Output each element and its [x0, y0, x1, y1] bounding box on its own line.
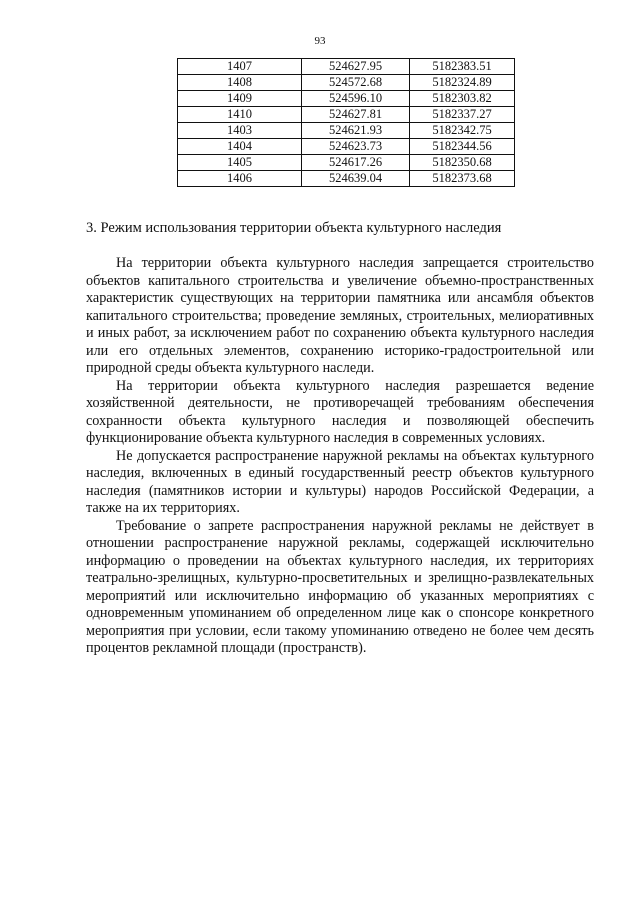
paragraph-prohibitions: На территории объекта культурного наследия запрещается строительство объектов капитального строительства и увеличение объемно-пространственных характеристик существующих на территории памятника или ансамбля объектов капитального строительства; проведение земляных, строительных, мелиоративных и иных работ, за исключением работ по сохранению объекта культурного наследия или его отдельных элементов, сохранению историко-градостроительной или природной среды объекта культурного наследи. [86, 255, 594, 376]
point-number-cell: 1404 [178, 139, 302, 155]
paragraph-advertising-ban: Не допускается распространение наружной рекламы на объектах культурного наследия, включенных в единый государственный реестр объектов культурного наследия (памятников истории и культуры) народов Российской Федерации, а также на их территориях. [86, 447, 594, 516]
point-number-cell: 1405 [178, 155, 302, 171]
x-coordinate-cell: 524617.26 [302, 155, 410, 171]
point-number-cell: 1407 [178, 59, 302, 75]
y-coordinate-cell: 5182350.68 [410, 155, 515, 171]
x-coordinate-cell: 524621.93 [302, 123, 410, 139]
x-coordinate-cell: 524596.10 [302, 91, 410, 107]
table-row [178, 91, 515, 107]
point-number-cell: 1403 [178, 123, 302, 139]
y-coordinate-cell: 5182373.68 [410, 171, 515, 187]
y-coordinate-cell: 5182383.51 [410, 59, 515, 75]
y-coordinate-cell: 5182337.27 [410, 107, 515, 123]
x-coordinate-cell: 524639.04 [302, 171, 410, 187]
table-row [178, 171, 515, 187]
table-row [178, 123, 515, 139]
x-coordinate-cell: 524627.95 [302, 59, 410, 75]
y-coordinate-cell: 5182303.82 [410, 91, 515, 107]
table-row [178, 155, 515, 171]
y-coordinate-cell: 5182324.89 [410, 75, 515, 91]
table-row [178, 59, 515, 75]
paragraph-advertising-exception: Требование о запрете распространения наружной рекламы не действует в отношении распространение наружной рекламы, содержащей исключительно информацию о проведении на объектах культурного наследия, их территориях театрально-зрелищных, культурно-просветительных и зрелищно-развлекательных мероприятий или исключительно информацию об указанных мероприятиях с одновременным упоминанием об определенном лице как о спонсоре конкретного мероприятия при условии, если такому упоминанию отведено не более чем десять процентов рекламной площади (пространств). [86, 517, 594, 656]
y-coordinate-cell: 5182342.75 [410, 123, 515, 139]
paragraph-permitted-activity: На территории объекта культурного наследия разрешается ведение хозяйственной деятельности, не противоречащей требованиям обеспечения сохранности объекта культурного наследия и позволяющей обеспечить функционирование объекта культурного наследия в современных условиях. [86, 377, 594, 446]
y-coordinate-cell: 5182344.56 [410, 139, 515, 155]
page-number: 93 [314, 35, 326, 47]
x-coordinate-cell: 524623.73 [302, 139, 410, 155]
point-number-cell: 1408 [178, 75, 302, 91]
coordinates-table [177, 58, 515, 187]
table-row [178, 75, 515, 91]
point-number-cell: 1406 [178, 171, 302, 187]
table-row [178, 139, 515, 155]
table-row [178, 107, 515, 123]
section-body [86, 255, 594, 658]
point-number-cell: 1409 [178, 91, 302, 107]
section-heading: 3. Режим использования территории объекта культурного наследия [86, 220, 502, 236]
x-coordinate-cell: 524572.68 [302, 75, 410, 91]
x-coordinate-cell: 524627.81 [302, 107, 410, 123]
point-number-cell: 1410 [178, 107, 302, 123]
